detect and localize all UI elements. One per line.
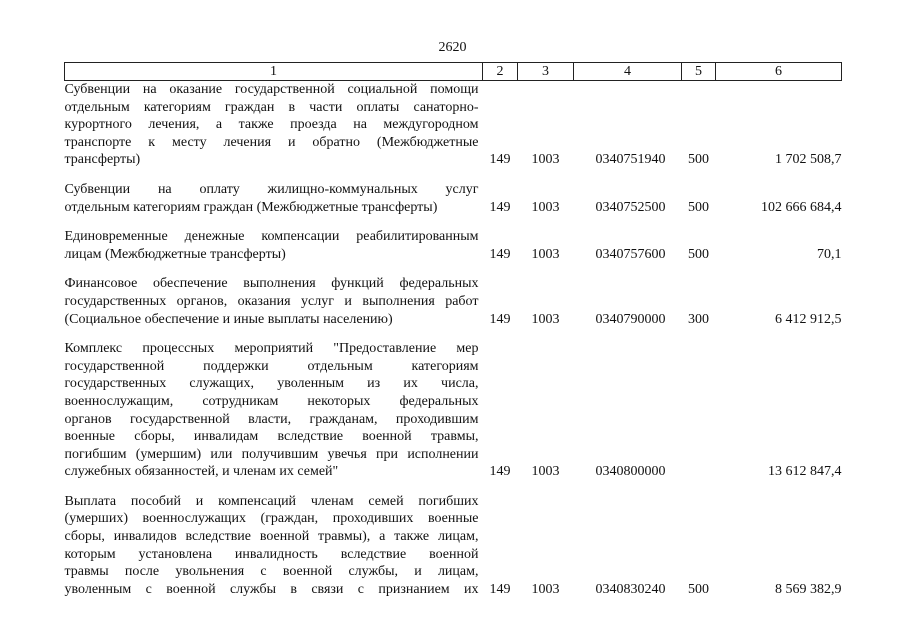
- row-amount: 102 666 684,4: [761, 199, 842, 215]
- row-expense-type: [682, 340, 716, 481]
- description-line: лицам (Межбюджетные трансферты): [64, 246, 286, 262]
- row-description: [65, 81, 483, 169]
- table-row: [65, 228, 842, 263]
- description-line: Выплата пособий и компенсаций членам семей погибших: [64, 493, 479, 509]
- column-header-6: 6: [716, 63, 842, 81]
- description-line: Финансовое обеспечение выполнения функций федеральных: [64, 276, 479, 292]
- table-body: [65, 81, 842, 599]
- description-line: (умерших) военнослужащих (граждан, проходивших военные: [64, 511, 479, 527]
- description-line: (Социальное обеспечение и иные выплаты населению): [64, 311, 393, 327]
- description-line: которым установлена инвалидность вследствие военной: [64, 546, 479, 562]
- description-line: отдельным категориям граждан (Межбюджетные трансферты): [64, 199, 438, 215]
- row-spacer-cell: [65, 481, 842, 493]
- description-line: погибшим (умершим) или получившим увечья при исполнении: [64, 446, 479, 462]
- page-number: 2620: [438, 40, 467, 55]
- row-target-code: 0340800000: [595, 464, 666, 480]
- table-row: [65, 181, 842, 216]
- description-line: отдельным категориям граждан в части оплаты санаторно-: [64, 99, 479, 115]
- description-line: государственных служащих, уволенным из их числа,: [64, 376, 479, 392]
- row-amount: 13 612 847,4: [768, 464, 842, 480]
- description-line: государственной поддержки отдельным категориям: [64, 358, 479, 374]
- row-spacer: [65, 263, 842, 275]
- row-description: [65, 275, 483, 328]
- row-target-code: 0340752500: [595, 199, 666, 215]
- row-section-code: 1003: [531, 311, 560, 327]
- column-header-1: 1: [65, 63, 483, 81]
- row-expense-type: 500: [688, 152, 709, 168]
- row-amount: 70,1: [817, 246, 842, 262]
- column-header-4: 4: [574, 63, 682, 81]
- row-spacer-cell: [65, 216, 842, 228]
- row-section-code: 1003: [531, 581, 560, 597]
- description-line: военные сборы, инвалидам вследствие военной травмы,: [64, 429, 479, 445]
- column-header-5: 5: [682, 63, 716, 81]
- row-admin-code: 149: [489, 152, 511, 168]
- description-line: трансферты): [64, 152, 141, 168]
- description-line: служебных обязанностей, и членам их семей": [64, 464, 339, 480]
- row-description: [65, 181, 483, 216]
- row-admin-code: 149: [489, 581, 511, 597]
- row-section-code: 1003: [531, 246, 560, 262]
- row-spacer-cell: [65, 263, 842, 275]
- row-admin-code: 149: [489, 311, 511, 327]
- row-section-code: 1003: [531, 199, 560, 215]
- description-line: Субвенции на оказание государственной социальной помощи: [64, 82, 479, 97]
- row-description: [65, 340, 483, 481]
- row-target-code: 0340790000: [595, 311, 666, 327]
- table-row: [65, 340, 842, 481]
- row-spacer-cell: [65, 169, 842, 181]
- row-target-code: 0340757600: [595, 246, 666, 262]
- row-expense-type: 500: [688, 199, 709, 215]
- row-description: [65, 493, 483, 599]
- row-description: [65, 228, 483, 263]
- budget-table: [64, 62, 842, 598]
- row-spacer: [65, 169, 842, 181]
- row-spacer: [65, 216, 842, 228]
- row-section-code: 1003: [531, 152, 560, 168]
- row-expense-type: 300: [688, 311, 709, 327]
- description-line: курортного лечения, а также проезда на междугородном: [64, 117, 479, 133]
- row-admin-code: 149: [489, 464, 511, 480]
- description-line: Субвенции на оплату жилищно-коммунальных услуг: [64, 181, 479, 197]
- row-amount: 6 412 912,5: [775, 311, 842, 327]
- row-amount: 8 569 382,9: [775, 581, 842, 597]
- table-row: [65, 81, 842, 169]
- description-line: Комплекс процессных мероприятий "Предоставление мер: [64, 341, 479, 357]
- row-spacer: [65, 481, 842, 493]
- row-spacer-cell: [65, 328, 842, 340]
- row-target-code: 0340751940: [595, 152, 666, 168]
- row-admin-code: 149: [489, 246, 511, 262]
- row-target-code: 0340830240: [595, 581, 666, 597]
- description-line: Единовременные денежные компенсации реабилитированным: [64, 229, 479, 245]
- description-line: транспорте к месту лечения и обратно (Межбюджетные: [64, 134, 479, 150]
- description-line: уволенным с военной службы в связи с признанием их: [64, 581, 479, 597]
- description-line: сборы, инвалидов вследствие военной травмы), а также лицам,: [64, 529, 479, 545]
- row-section-code: 1003: [531, 464, 560, 480]
- description-line: государственных органов, оказания услуг и выполнения работ: [64, 293, 479, 309]
- table-header-row: [65, 63, 842, 81]
- table-row: [65, 493, 842, 599]
- row-expense-type: 500: [688, 581, 709, 597]
- description-line: органов государственной власти, гражданам, проходившим: [64, 411, 479, 427]
- table-row: [65, 275, 842, 328]
- column-header-3: 3: [518, 63, 574, 81]
- description-line: травмы после увольнения с военной службы, и лицам,: [64, 564, 479, 580]
- description-line: военнослужащим, сотрудникам некоторых федеральных: [64, 393, 479, 409]
- row-expense-type: 500: [688, 246, 709, 262]
- column-header-2: 2: [483, 63, 518, 81]
- row-admin-code: 149: [489, 199, 511, 215]
- row-spacer: [65, 328, 842, 340]
- row-amount: 1 702 508,7: [775, 152, 842, 168]
